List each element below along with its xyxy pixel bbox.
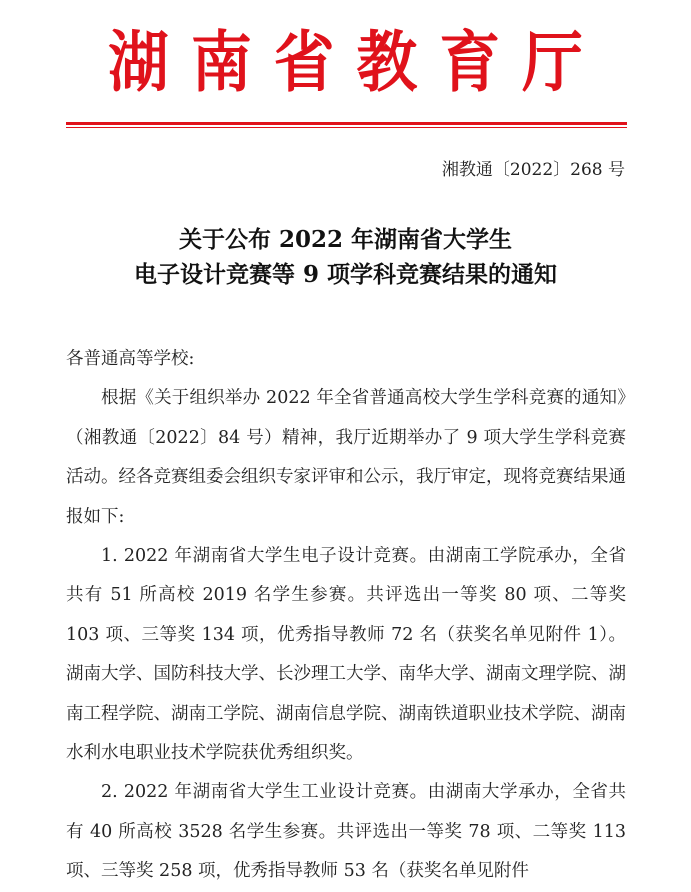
- title-line-2: 电子设计竞赛等 9 项学科竞赛结果的通知: [133, 261, 558, 288]
- document-body: [66, 340, 626, 892]
- letterhead-red-rule-secondary: [66, 127, 627, 128]
- paragraph-item-2: 2. 2022 年湖南省大学生工业设计竞赛。由湖南大学承办，全省共有 40 所高校 3528 名学生参赛。共评选出一等奖 78 项、二等奖 113 项、三等奖 258 项，优秀指导教师 53 名（获奖名单见附件: [66, 782, 626, 882]
- document-title: [0, 222, 691, 292]
- paragraph-item-1: 1. 2022 年湖南省大学生电子设计竞赛。由湖南工学院承办，全省共有 51 所高校 2019 名学生参赛。共评选出一等奖 80 项、二等奖 103 项、三等奖 134 项，优秀指导教师 72 名（获奖名单见附件 1）。湖南大学、国防科技大学、长沙理工大学、南华大学、湖南文理学院、湖南工程学院、湖南工学院、湖南信息学院、湖南铁道职业技术学院、湖南水利水电职业技术学院获优秀组织奖。: [66, 546, 626, 764]
- letterhead-red-rule: [66, 122, 627, 125]
- title-line-1: 关于公布 2022 年湖南省大学生: [178, 226, 513, 253]
- paragraph-intro: 根据《关于组织举办 2022 年全省普通高校大学生学科竞赛的通知》（湘教通〔2022〕84 号）精神，我厅近期举办了 9 项大学生学科竞赛活动。经各竞赛组委会组织专家评审和公示，我厅审定，现将竞赛结果通报如下:: [66, 388, 626, 527]
- letterhead-org-name: 湖南省教育厅: [108, 23, 605, 101]
- document-number: 湘教通〔2022〕268 号: [441, 160, 625, 180]
- salutation: 各普通高等学校:: [66, 349, 195, 369]
